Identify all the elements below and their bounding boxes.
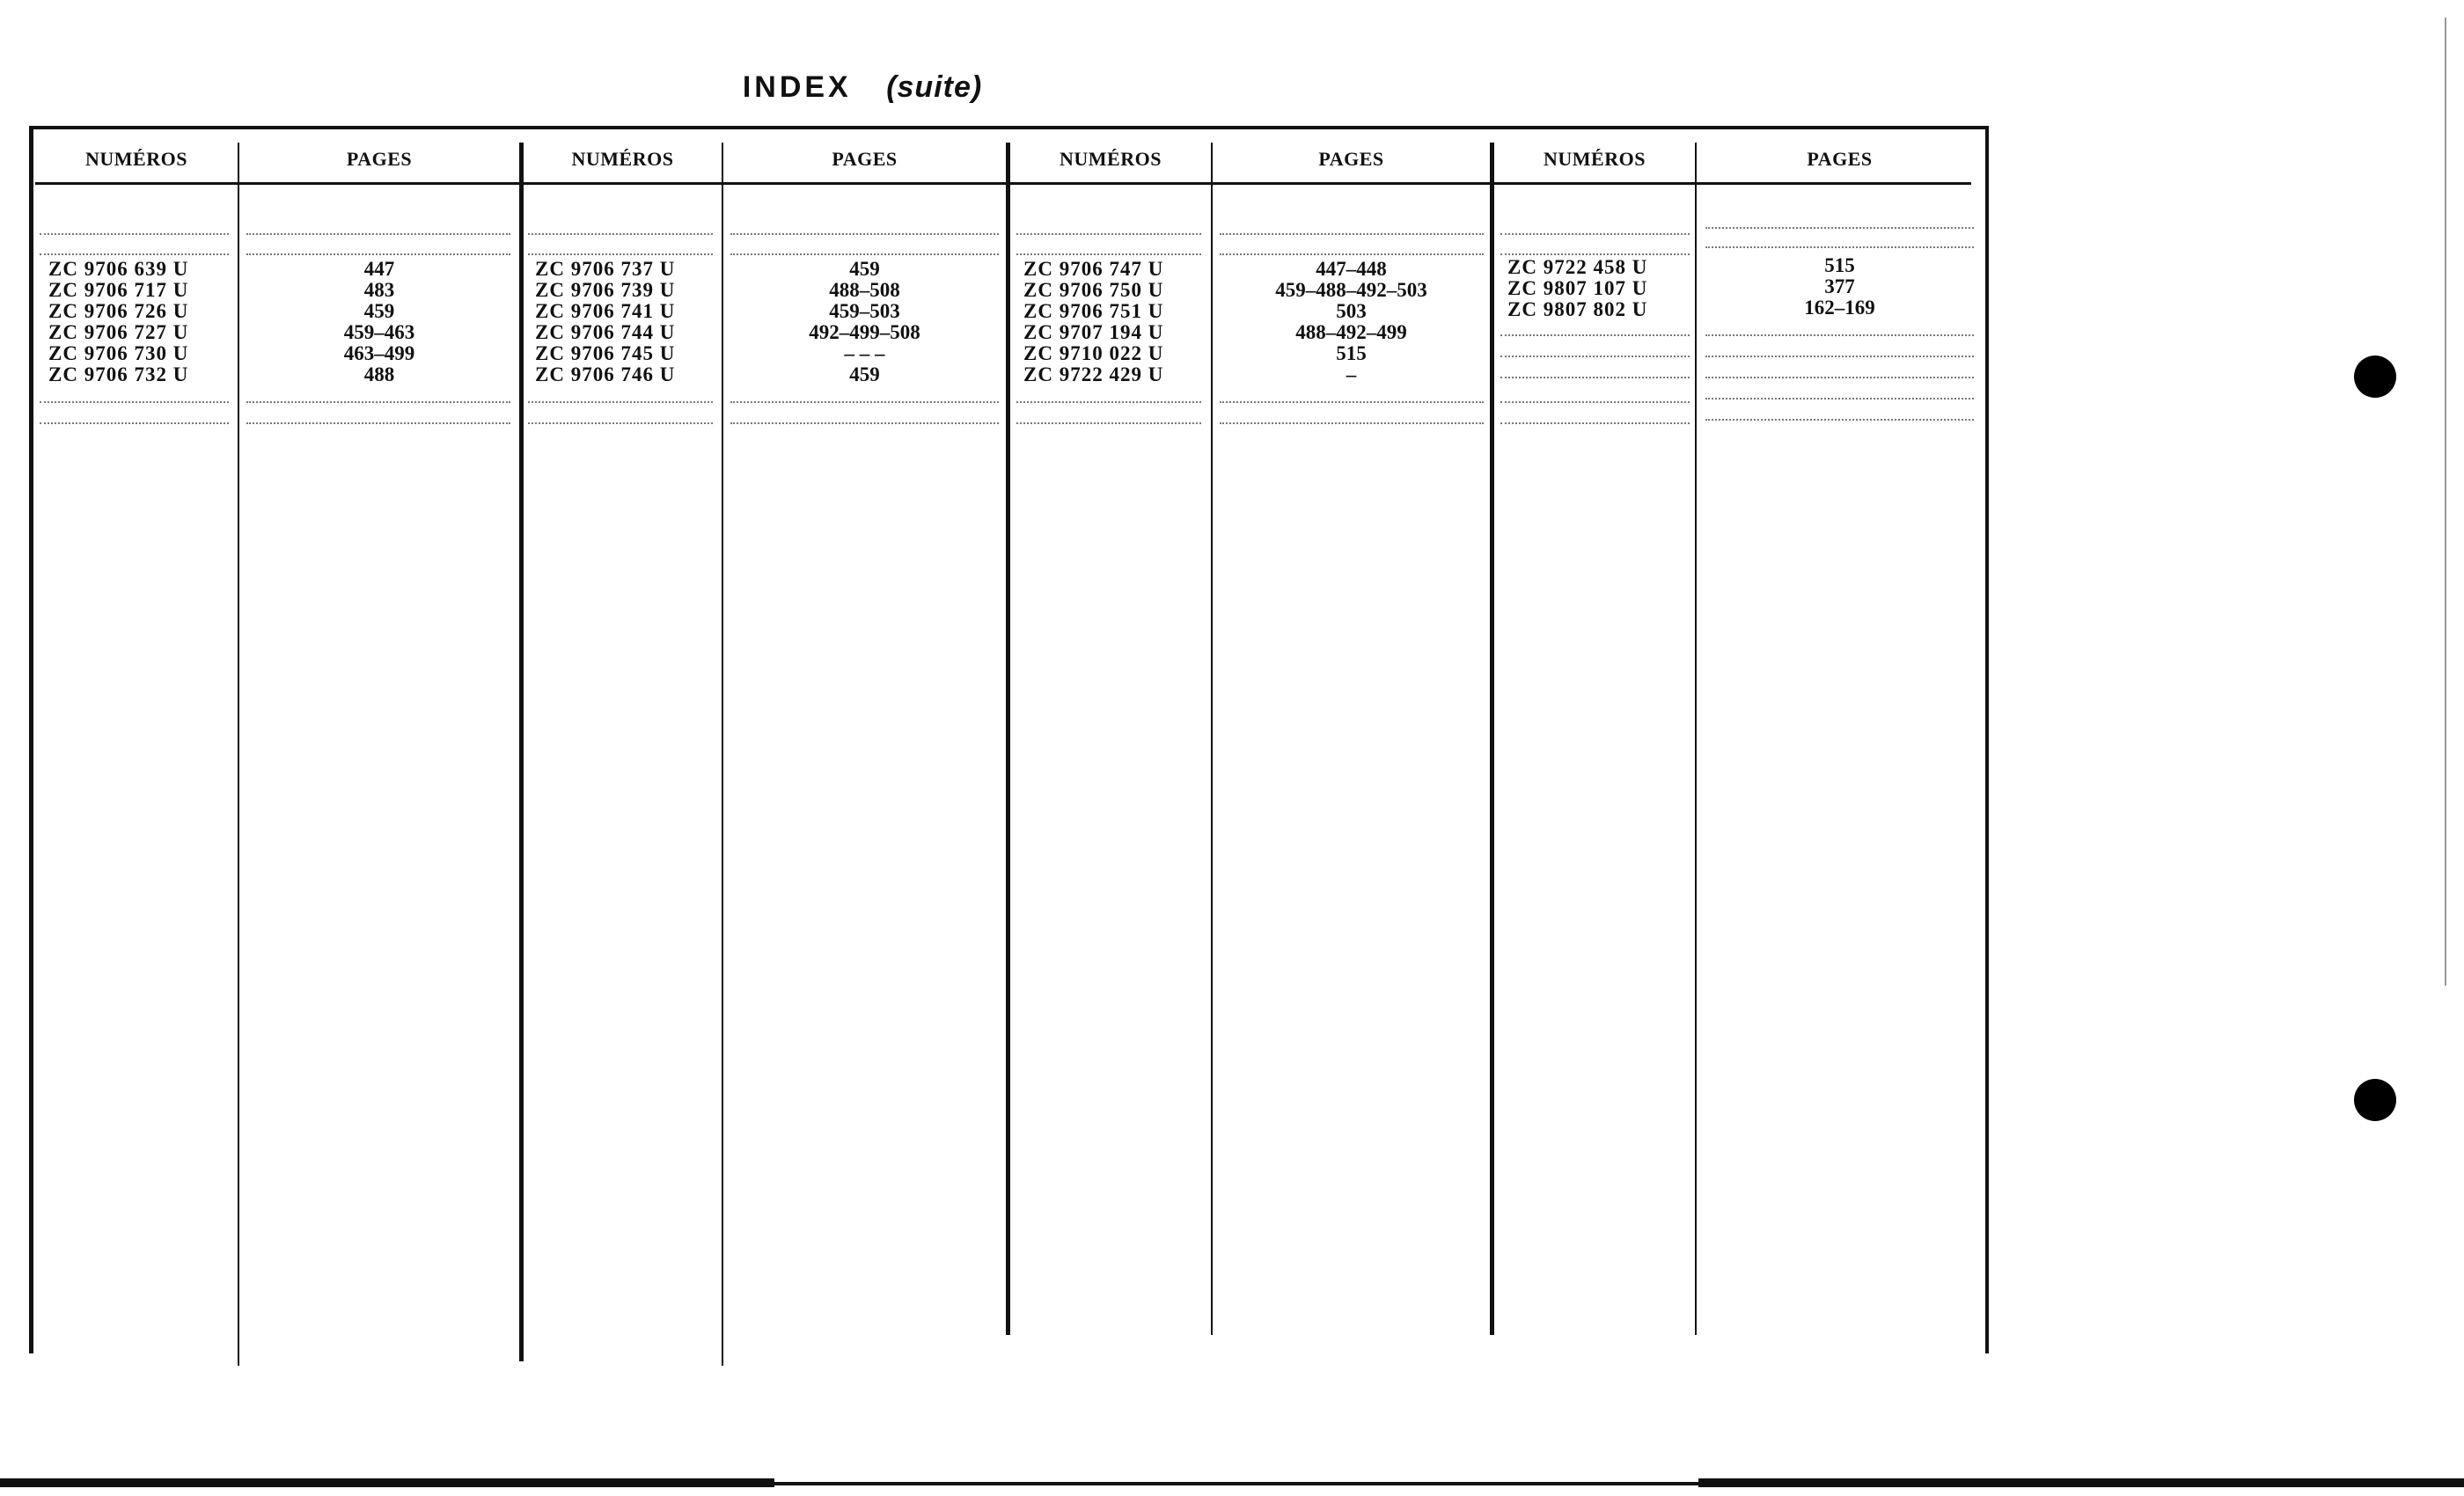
dotted-rule [246,401,510,403]
dotted-rule [730,233,999,235]
dotted-rule [1500,401,1690,403]
pages-list-2 [723,259,1006,385]
header-rule [35,182,1971,185]
dotted-rule [1705,377,1974,378]
list-item: 162–169 [1804,297,1875,319]
list-item: ZC 9706 744 U [535,321,676,343]
dotted-rule [1016,401,1201,403]
list-item: – [1346,363,1357,385]
dotted-rule [1705,398,1974,400]
header-pages-1: PAGES [346,148,413,170]
list-item: 459–503 [829,300,900,322]
dotted-rule [1705,334,1974,336]
numbers-list-2 [535,259,720,385]
list-item: 459–463 [343,321,415,343]
dotted-rule [1016,253,1201,255]
footer-rule [1698,1478,2464,1487]
list-item: ZC 9807 802 U [1507,298,1648,320]
dotted-rule [730,253,999,255]
list-item: ZC 9706 717 U [48,279,189,301]
list-item: 447 [363,258,395,280]
footer-rule-thin [774,1482,1698,1485]
dotted-rule [1220,401,1484,403]
list-item: ZC 9710 022 U [1023,342,1164,364]
list-item: ZC 9706 751 U [1023,300,1164,322]
title-sub: (suite) [886,70,983,104]
header-numeros-3: NUMÉROS [1060,148,1162,170]
list-item: ZC 9706 639 U [48,258,189,280]
dotted-rule [730,401,999,403]
group-divider [1006,143,1010,1335]
list-item: 447–448 [1316,258,1387,280]
list-item: ZC 9706 732 U [48,363,189,385]
group-divider [519,143,524,1361]
dotted-rule [246,422,510,424]
dotted-rule [1705,246,1974,248]
dotted-rule [40,233,229,235]
pages-list-3 [1213,259,1490,385]
numbers-list-3 [1023,259,1208,385]
header-pages-3: PAGES [1318,148,1384,170]
header-pages-2: PAGES [832,148,898,170]
dotted-rule [1705,419,1974,421]
binder-hole [2354,356,2396,398]
list-item: 463–499 [343,342,415,364]
pages-list-4 [1697,255,1983,319]
dotted-rule [1016,233,1201,235]
list-item: 459 [849,258,880,280]
list-item: ZC 9706 739 U [535,279,676,301]
list-item: ZC 9707 194 U [1023,321,1164,343]
list-item: ZC 9722 458 U [1507,256,1648,278]
dotted-rule [528,233,713,235]
dotted-rule [1500,356,1690,357]
dotted-rule [1500,422,1690,424]
list-item: ZC 9706 730 U [48,342,189,364]
list-item: 488–492–499 [1295,321,1407,343]
header-pages-4: PAGES [1807,148,1873,170]
dotted-rule [1220,233,1484,235]
dotted-rule [1220,422,1484,424]
list-item: ZC 9706 726 U [48,300,189,322]
dotted-rule [40,422,229,424]
list-item: – – – [844,342,885,364]
dotted-rule [1500,377,1690,378]
page-title [0,70,1725,105]
header-numeros-4: NUMÉROS [1544,148,1646,170]
dotted-rule [246,253,510,255]
dotted-rule [40,401,229,403]
dotted-rule [1500,334,1690,336]
dotted-rule [528,253,713,255]
dotted-rule [246,233,510,235]
list-item: ZC 9706 737 U [535,258,676,280]
title-main: INDEX [742,70,852,104]
list-item: ZC 9706 747 U [1023,258,1164,280]
list-item: ZC 9706 745 U [535,342,676,364]
list-item: 459 [363,300,395,322]
list-item: 503 [1336,300,1367,322]
header-numeros-2: NUMÉROS [571,148,674,170]
dotted-rule [1705,356,1974,357]
list-item: 488 [363,363,395,385]
dotted-rule [1220,253,1484,255]
group-divider [1490,143,1494,1335]
pages-list-1 [239,259,519,385]
dotted-rule [528,422,713,424]
page-edge-line [2445,18,2446,986]
list-item: 492–499–508 [809,321,920,343]
list-item: ZC 9807 107 U [1507,277,1648,299]
list-item: 459 [849,363,880,385]
list-item: 483 [363,279,395,301]
numbers-list-1 [48,259,233,385]
list-item: 377 [1824,275,1855,297]
footer-rule [0,1478,774,1487]
header-numeros-1: NUMÉROS [85,148,187,170]
dotted-rule [1500,233,1690,235]
list-item: 515 [1336,342,1367,364]
dotted-rule [1500,253,1690,255]
column-divider [1695,143,1697,1335]
dotted-rule [40,253,229,255]
numbers-list-4 [1507,257,1692,320]
dotted-rule [730,422,999,424]
list-item: ZC 9706 741 U [535,300,676,322]
dotted-rule [1705,227,1974,229]
dotted-rule [1016,422,1201,424]
list-item: ZC 9706 750 U [1023,279,1164,301]
list-item: ZC 9706 746 U [535,363,676,385]
binder-hole [2354,1079,2396,1121]
list-item: 488–508 [829,279,900,301]
list-item: ZC 9722 429 U [1023,363,1164,385]
dotted-rule [528,401,713,403]
list-item: 459–488–492–503 [1275,279,1427,301]
list-item: ZC 9706 727 U [48,321,189,343]
list-item: 515 [1824,254,1855,276]
